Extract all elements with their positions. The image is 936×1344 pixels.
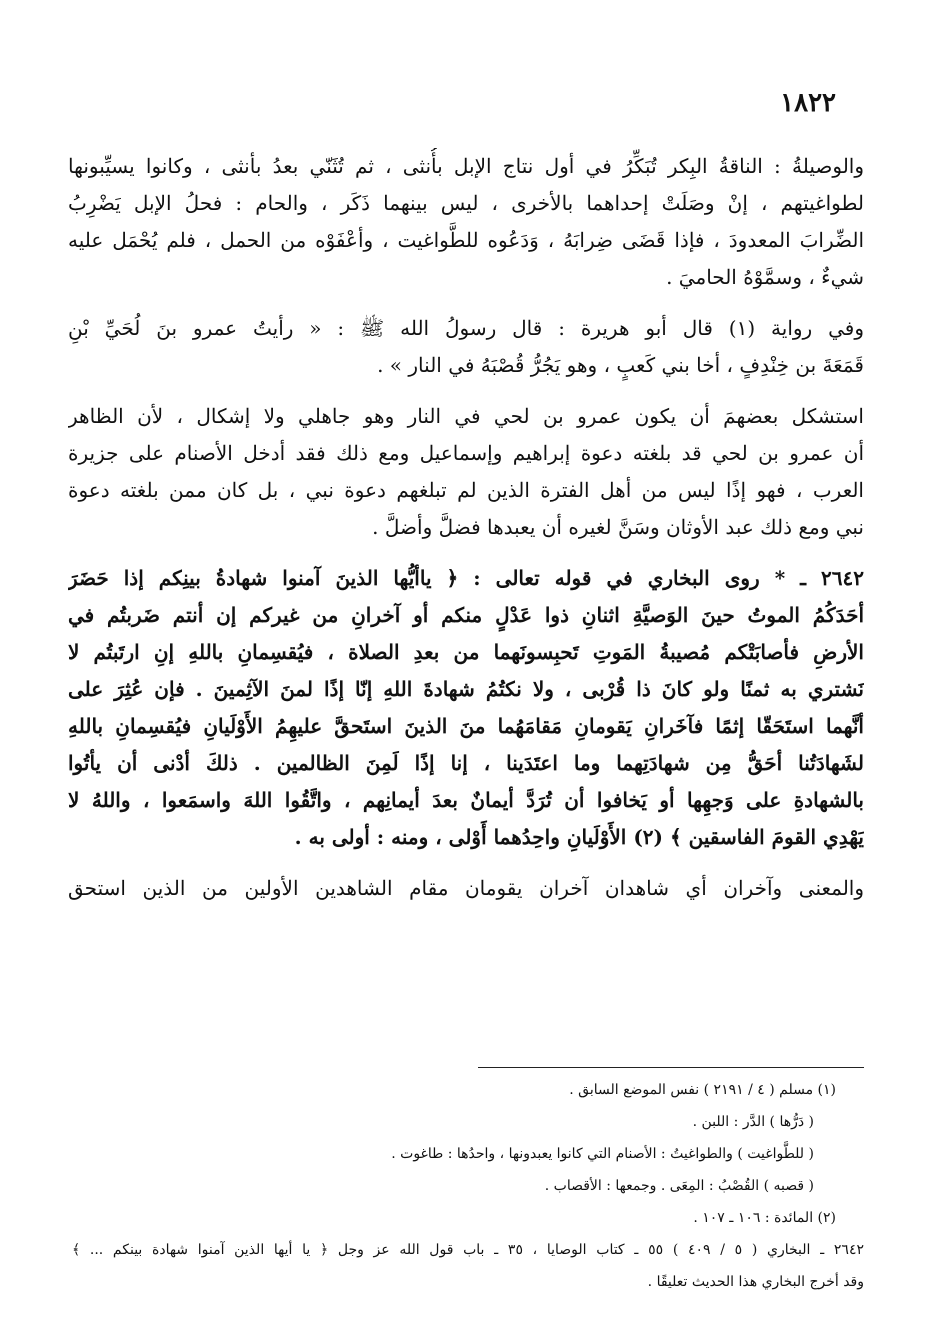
text-line: ٢٦٤٢ ـ * روى البخاري في قوله تعالى : ﴿ ياأيُّها الذينَ آمنوا شهادةُ بينِكم إذا حَضَرَ [68, 566, 864, 590]
body-text [68, 148, 864, 921]
text-line: أنَّهما استَحَقّا إثمًا فآخَرانِ يَقومانِ مَقامَهُما منَ الذينَ استَحقَّ عليهِمُ الأَوْلَيانِ فيُقسِمانِ باللهِ [68, 714, 864, 738]
footnote-divider [478, 1067, 864, 1068]
text-line: العرب ، فهو إذًا ليس من أهل الفترة الذين لم تبلغهم دعوة نبي ، بل كان ممن بلغته دعوة [68, 478, 864, 502]
footnote-line: (١) مسلم ( ٤ / ٢١٩١ ) نفس الموضع السابق . [569, 1082, 836, 1098]
footnote-line: ( دَرُّها ) الدَّر : اللبن . [692, 1114, 814, 1130]
footnote-line: وقد أخرج البخاري هذا الحديث تعليقًا . [647, 1274, 864, 1290]
text-line: يَهْدِي القومَ الفاسقين ﴾ (٢) الأَوْلَيانِ واحِدُهما أَوْلى ، ومنه : أولى به . [294, 825, 864, 849]
text-line: لشَهادَتُنا أحَقُّ مِن شهادَتِهما وما اعتَدَينا ، إنا إذًا لَمِنَ الظالمين . ذلكَ أدْنى أن يأتُوا [68, 751, 864, 775]
text-line: أن عمرو بن لحي قد بلغته دعوة إبراهيم وإسماعيل ومع ذلك فقد أدخل الأصنام على جزيرة [68, 441, 864, 465]
paragraph-hadith-2642 [68, 560, 864, 856]
text-line: لطواغيتهم ، إنْ وصَلَتْ إحداهما بالأخرى ، ليس بينهما ذَكَر ، والحام : فحلُ الإبل يَضْرِبُ [68, 191, 864, 215]
text-line: قَمَعَةَ بن خِنْدِفٍ ، أخا بني كَعبٍ ، وهو يَجُرُّ قُصْبَهُ في النار » . [377, 353, 864, 377]
footnote-line: (٢) المائدة : ١٠٦ ـ ١٠٧ . [693, 1210, 836, 1226]
text-line: أحَدَكُمُ الموتُ حينَ الوَصيَّةِ اثنانِ ذوا عَدْلٍ منكم أو آخرانِ من غيركم إن أنتم ضَربتُم في [68, 603, 864, 627]
footnote-line: ٢٦٤٢ ـ البخاري ( ٥ / ٤٠٩ ) ٥٥ ـ كتاب الوصايا ، ٣٥ ـ باب قول الله عز وجل ﴿ يا أيها الذين آمنوا شهادة بينكم ... ﴾ [72, 1242, 864, 1258]
paragraph-commentary [68, 398, 864, 546]
paragraph-definitions [68, 148, 864, 296]
paragraph-hadith-narration [68, 310, 864, 384]
text-line: شيءٌ ، وسمَّوْهُ الحاميَ . [666, 265, 864, 289]
text-line: وفي رواية (١) قال أبو هريرة : قال رسولُ الله ﷺ : « رأيتُ عمرو بنَ لُحَيِّ بْنِ [68, 316, 864, 340]
footnote-line: ( قصبه ) القُصْبُ : المِعَى . وجمعها : الأقصاب . [544, 1178, 814, 1194]
text-line: الأرضِ فأصابَتْكم مُصيبةُ المَوتِ تَحبِسونَهما من بعدِ الصلاة ، فيُقسِمانِ باللهِ إنِ ارتَبتُم لا [68, 640, 864, 664]
text-line: نبي ومع ذلك عبد الأوثان وسَنَّ لغيره أن يعبدها فضلَّ وأضلَّ . [372, 515, 864, 539]
text-line: الضِّرابَ المعدودَ ، فإذا قَضَى ضِرابَهُ ، وَدَعُوه للطَّواغيت ، وأعْفَوْه من الحمل ، فلم يُحْمَل عليه [68, 228, 864, 252]
footnotes [72, 1074, 864, 1298]
text-line: والمعنى وآخران أي شاهدان آخران يقومان مقام الشاهدين الأولين من الذين استحق [68, 876, 864, 900]
text-line: نَشتري به ثمنًا ولو كانَ ذا قُرْبى ، ولا نكتُمُ شهادةَ اللهِ إنّا إذًا لمنَ الآثِمينَ . فإن عُثِرَ على [68, 677, 864, 701]
text-line: بالشهادةِ على وَجهِها أو يَخافوا أن تُرَدَّ أيمانٌ بعدَ أيمانِهم ، واتَّقُوا اللهَ واسمَعوا ، واللهُ لا [68, 788, 864, 812]
text-line: والوصيلةُ : الناقةُ البِكر تُبَكِّرُ في أول نتاج الإبل بأُنثى ، ثم تُثَنّي بعدُ بأنثى ، وكانوا يسيِّبونها [68, 154, 864, 178]
footnote-line: ( للطَّواغيت ) والطواغيتُ : الأصنام التي كانوا يعبدونها ، واحدُها : طاغوت . [391, 1146, 814, 1162]
text-line: استشكل بعضهمَ أن يكون عمرو بن لحي في النار وهو جاهلي ولا إشكال ، لأن الظاهر [68, 404, 864, 428]
paragraph-meaning [68, 870, 864, 907]
page-number: ١٨٢٢ [780, 88, 836, 118]
